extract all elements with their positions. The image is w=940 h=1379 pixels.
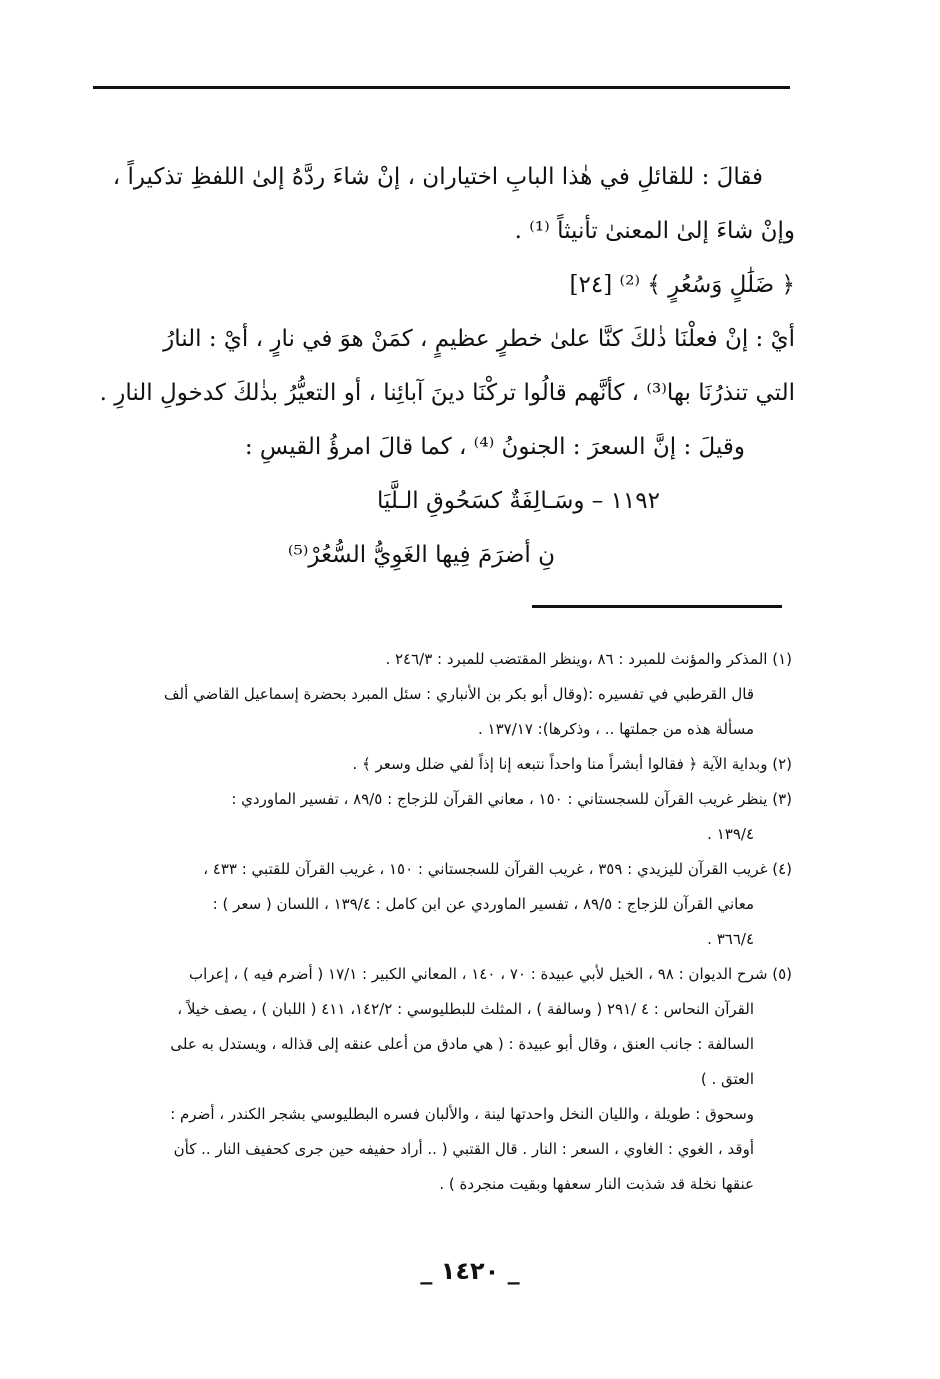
footnote-line: ١٣٩/٤ .: [707, 825, 754, 843]
quran-verse-line: ﴿ ضَلَٰلٍ وَسُعُرٍ ﴾ ⁽²⁾ [٢٤]: [569, 272, 795, 298]
footnote-line: القرآن النحاس : ٤ /٢٩١ ( وسالفة ) ، المثلث للبطليوسي : ١٤٢/٢، ٤١١ ( اللبان ) ، يصف خيلاً ،: [177, 1000, 754, 1018]
footnote-line: (٣) ينظر غريب القرآن للسجستاني : ١٥٠ ، معاني القرآن للزجاج : ٨٩/٥ ، تفسير الماوردي :: [231, 790, 792, 808]
poem-verse-second-hemistich: نِ أضرَمَ فِيها الغَوِيُّ السُّعُرْ⁽⁵⁾: [287, 542, 555, 568]
main-line-5: التي تنذرُنَا بها⁽³⁾ ، كأنَّهم قالُوا تركْنَا دينَ آبائِنا ، أو التعيُّرُ بذٰلكَ كدخولِ النارِ .: [99, 380, 795, 406]
footnote-line: (٢) وبداية الآية ﴿ فقالوا أبشراً منا واحداً نتبعه إنا إذاً لفي ضلل وسعر ﴾ .: [352, 755, 792, 773]
footnote-separator: [532, 605, 782, 608]
poem-verse-first-hemistich: ١١٩٢ – وسَـالِفَةٌ كسَحُوقِ الـلَّيَا: [376, 488, 660, 514]
main-line-1: فقالَ : للقائلِ في هٰذا البابِ اختياران ، إنْ شاءَ ردَّهُ إلىٰ اللفظِ تذكيراً ،: [112, 164, 763, 190]
main-line-2: وإنْ شاءَ إلىٰ المعنىٰ تأنيثاً ⁽¹⁾ .: [514, 218, 795, 244]
footnote-line: عنقها نخلة قد شذبت النار سعفها وبقيت منجردة ) .: [439, 1175, 754, 1193]
footnote-line: قال القرطبي في تفسيره :(وقال أبو بكر بن الأنباري : سئل المبرد بحضرة إسماعيل القاضي ألف: [163, 685, 754, 703]
main-line-6: وقيلَ : إنَّ السعرَ : الجنونُ ⁽⁴⁾ ، كما قالَ امرؤُ القيسِ :: [244, 434, 745, 460]
footnote-line: (١) المذكر والمؤنث للمبرد : ٨٦ ،وينظر المقتضب للمبرد : ٢٤٦/٣ .: [385, 650, 792, 668]
footnote-line: ٣٦٦/٤ .: [707, 930, 754, 948]
footnote-line: السالفة : جانب العنق ، وقال أبو عبيدة : ( هي مادق من أعلى عنقه إلى قذاله ، ويستدل به على: [170, 1035, 754, 1053]
footnote-line: معاني القرآن للزجاج : ٨٩/٥ ، تفسير الماوردي عن ابن كامل : ١٣٩/٤ ، اللسان ( سعر ) :: [212, 895, 754, 913]
main-line-4: أيْ : إنْ فعلْنَا ذٰلكَ كنَّا علىٰ خطرٍ عظيمٍ ، كمَنْ هوَ في نارٍ ، أيْ : النارُ: [163, 326, 795, 352]
footnote-line: العتق . ): [700, 1070, 754, 1088]
top-rule: [93, 86, 790, 89]
footnote-line: وسحوق : طويلة ، والليان النخل واحدتها لينة ، والألبان فسره البطليوسي بشجر الكندر ، أضرم :: [170, 1105, 754, 1123]
footnote-line: (٥) شرح الديوان : ٩٨ ، الخيل لأبي عبيدة : ٧٠ ، ١٤٠ ، المعاني الكبير : ١٧/١ ( أضرم فيه ) ، إعراب: [188, 965, 792, 983]
page-number: _ ١٤٢٠ _: [420, 1257, 520, 1285]
footnote-line: مسألة هذه من جملتها .. ، وذكرها): ١٣٧/١٧ .: [478, 720, 754, 738]
footnote-line: (٤) غريب القرآن لليزيدي : ٣٥٩ ، غريب القرآن للسجستاني : ١٥٠ ، غريب القرآن للقتبي : ٤٣٣ ،: [203, 860, 792, 878]
main-text: [90, 150, 795, 582]
footnotes: [80, 642, 792, 1202]
footnote-line: أوقد ، الغوي : الغاوي ، السعر : النار . قال القتبي ( .. أراد حفيفه حين جرى كحفيف النار .. كأن: [173, 1140, 754, 1158]
